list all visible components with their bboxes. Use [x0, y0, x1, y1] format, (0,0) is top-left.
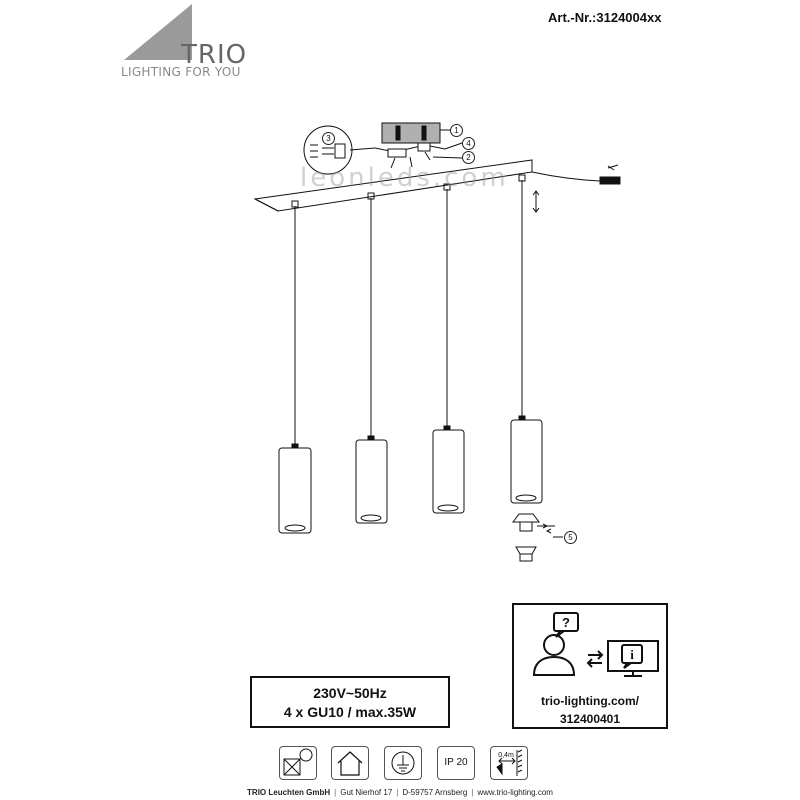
spec-box — [250, 676, 450, 728]
indoor-use-symbol — [331, 746, 369, 780]
support-url[interactable]: trio-lighting.com/ — [541, 694, 639, 708]
brand-tagline: LIGHTING FOR YOU — [121, 65, 241, 79]
callout-5: 5 — [564, 531, 577, 544]
support-code: 312400401 — [559, 712, 621, 726]
ip-rating-symbol — [437, 746, 475, 780]
min-distance-symbol — [490, 746, 528, 780]
voltage-spec: 230V~50Hz — [313, 685, 387, 701]
lamp-spec: 4 x GU10 / max.35W — [283, 704, 417, 720]
footer: TRIO Leuchten GmbH | Gut Nierhof 17 | D-59757 Arnsberg | www.trio-lighting.com — [247, 788, 553, 797]
callout-4: 4 — [462, 137, 475, 150]
info-box — [512, 603, 668, 729]
footer-city: D-59757 Arnsberg — [402, 788, 468, 797]
ip-rating-label: IP 20 — [444, 757, 468, 768]
footer-street: Gut Nierhof 17 — [340, 788, 393, 797]
support-illustration — [514, 605, 666, 685]
callout-1: 1 — [450, 124, 463, 137]
callout-2: 2 — [462, 151, 475, 164]
article-number: Art.-Nr.:3124004xx — [548, 10, 662, 25]
protection-class-symbol — [384, 746, 422, 780]
footer-company: TRIO Leuchten GmbH — [247, 788, 331, 797]
callout-3: 3 — [322, 132, 335, 145]
person-icon — [544, 635, 564, 655]
footer-web[interactable]: www.trio-lighting.com — [477, 788, 553, 797]
no-cover-symbol — [279, 746, 317, 780]
watermark: leonleds.com — [300, 163, 509, 193]
distance-label: 0,4m — [498, 752, 514, 759]
svg-text:?: ? — [562, 615, 570, 630]
svg-text:i: i — [630, 647, 634, 662]
brand-name: TRIO — [181, 40, 248, 70]
